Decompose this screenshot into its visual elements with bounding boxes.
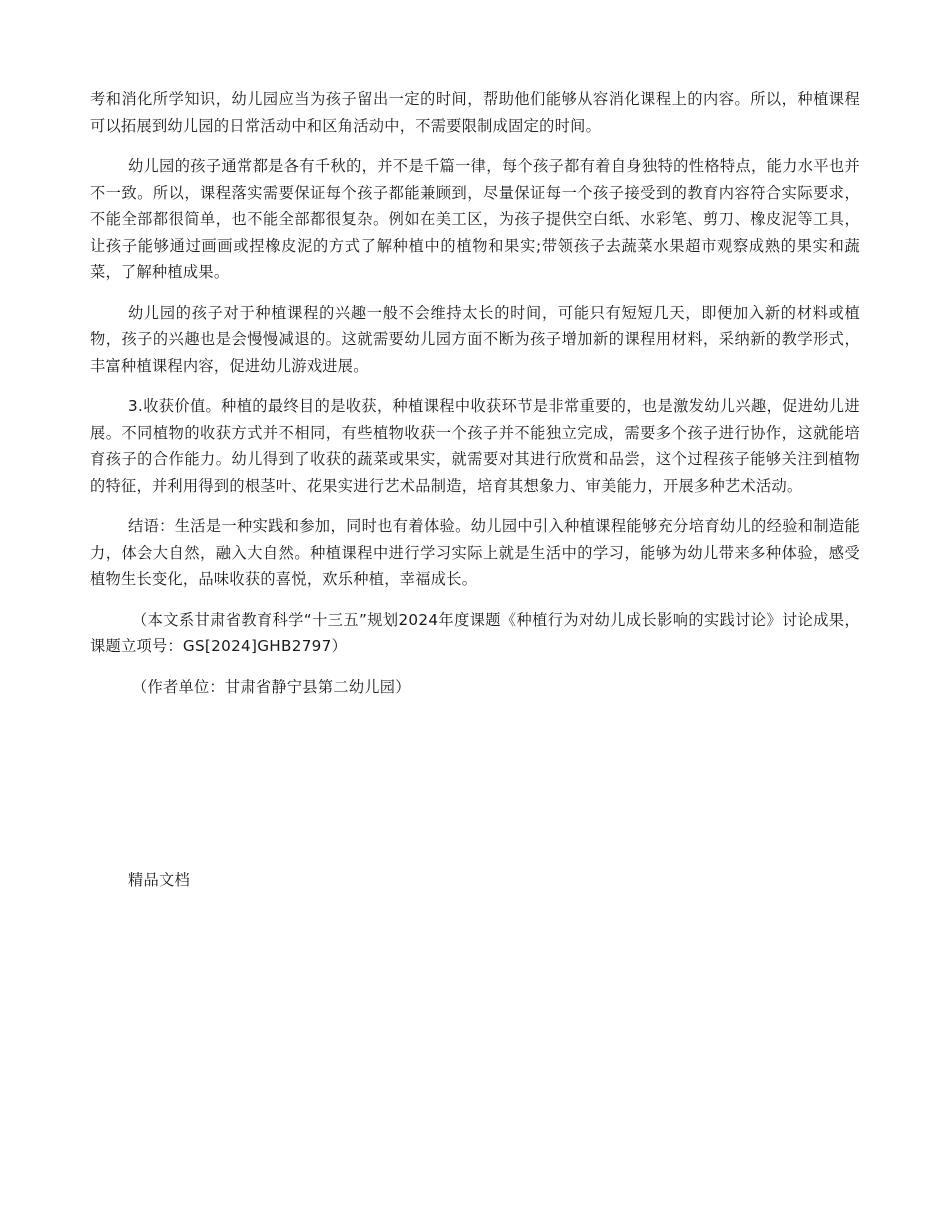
- paragraph-differentiation: 幼儿园的孩子通常都是各有千秋的，并不是千篇一律，每个孩子都有着自身独特的性格特点，能力水平也并不一致。所以，课程落实需要保证每个孩子都能兼顾到，尽量保证每一个孩子接受到的教育内容符合实际要求，不能全部都很简单，也不能全部都很复杂。例如在美工区，为孩子提供空白纸、水彩笔、剪刀、橡皮泥等工具，让孩子能够通过画画或捏橡皮泥的方式了解种植中的植物和果实;带领孩子去蔬菜水果超市观察成熟的果实和蔬菜，了解种植成果。: [90, 157, 860, 281]
- document-body: [90, 86, 860, 714]
- paragraph-continuation: 考和消化所学知识，幼儿园应当为孩子留出一定的时间，帮助他们能够从容消化课程上的内容。所以，种植课程可以拓展到幼儿园的日常活动中和区角活动中，不需要限制成固定的时间。: [90, 90, 860, 135]
- author-affiliation: （作者单位：甘肃省静宁县第二幼儿园）: [132, 677, 411, 696]
- paragraph-harvest-value: 3.收获价值。种植的最终目的是收获，种植课程中收获环节是非常重要的，也是激发幼儿兴趣，促进幼儿进展。不同植物的收获方式并不相同，有些植物收获一个孩子并不能独立完成，需要多个孩子进行协作，这就能培育孩子的合作能力。幼儿得到了收获的蔬菜或果实，就需要对其进行欣赏和品尝，这个过程孩子能够关注到植物的特征，并利用得到的根茎叶、花果实进行艺术品制造，培育其想象力、审美能力，开展多种艺术活动。: [90, 397, 860, 495]
- footer-label: 精品文档: [128, 871, 190, 889]
- paragraph-interest: 幼儿园的孩子对于种植课程的兴趣一般不会维持太长的时间，可能只有短短几天，即便加入新的材料或植物，孩子的兴趣也是会慢慢减退的。这就需要幼儿园方面不断为孩子增加新的课程用材料，采纳新的教学形式，丰富种植课程内容，促进幼儿游戏进展。: [90, 303, 860, 375]
- project-funding-note: （本文系甘肃省教育科学“十三五”规划2024年度课题《种植行为对幼儿成长影响的实践讨论》讨论成果，课题立项号：GS[2024]GHB2797）: [90, 610, 860, 655]
- paragraph-conclusion: 结语：生活是一种实践和参加，同时也有着体验。幼儿园中引入种植课程能够充分培育幼儿的经验和制造能力，体会大自然，融入大自然。种植课程中进行学习实际上就是生活中的学习，能够为幼儿带来多种体验，感受植物生长变化，品味收获的喜悦，欢乐种植，幸福成长。: [90, 517, 860, 588]
